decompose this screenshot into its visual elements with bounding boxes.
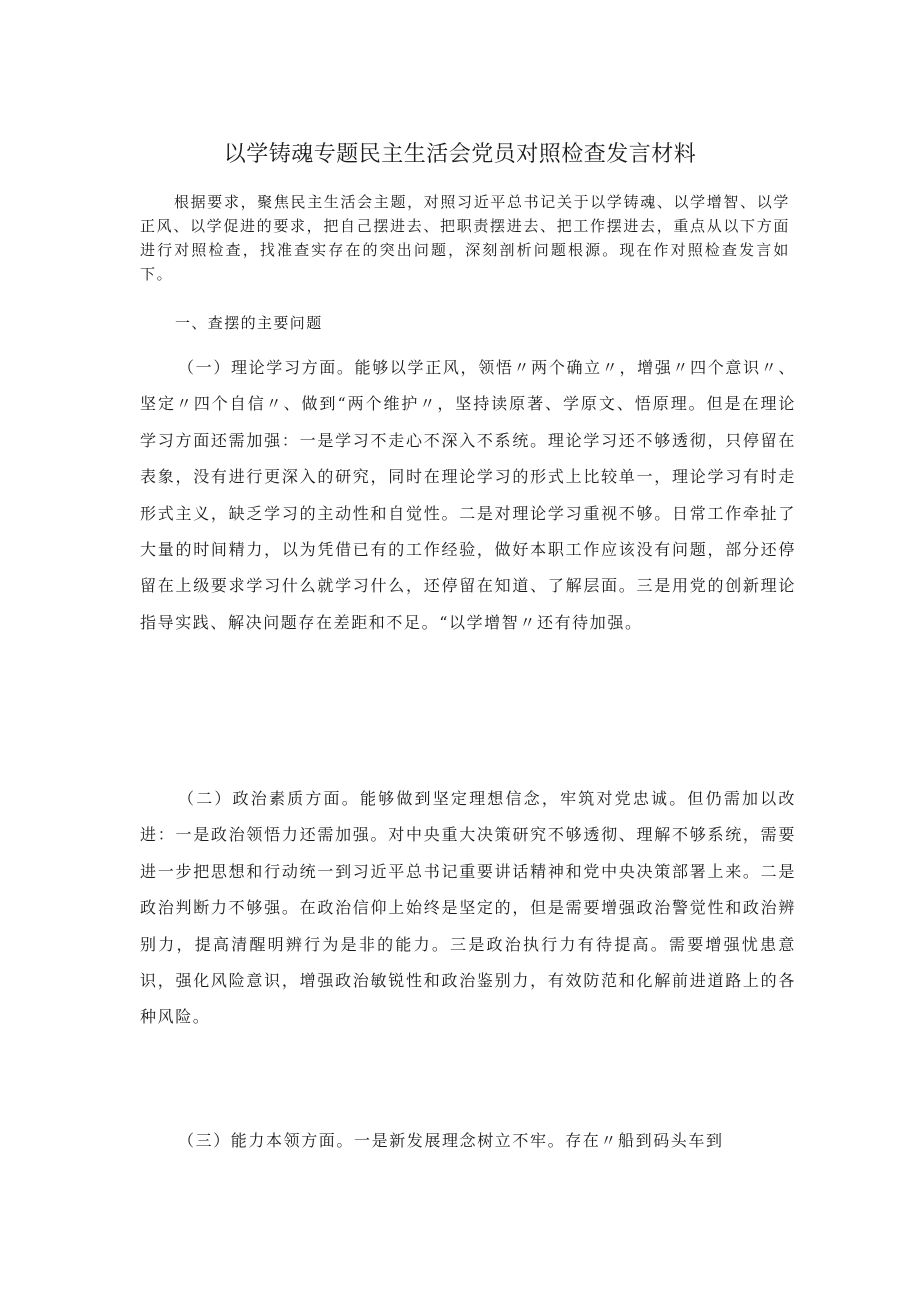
paragraph-political-quality: （二）政治素质方面。能够做到坚定理想信念，牢筑对党忠诚。但仍需加以改进：一是政治领悟力还需加强。对中央重大决策研究不够透彻、理解不够系统，需要进一步把思想和行动统一到习近平总书记重要讲话精神和党中央决策部署上来。二是政治判断力不够强。在政治信仰上始终是坚定的，但是需要增强政治警觉性和政治辨别力，提高清醒明辨行为是非的能力。三是政治执行力有待提高。需要增强忧患意识，强化风险意识，增强政治敏锐性和政治鉴别力，有效防范和化解前进道路上的各种风险。	[140, 789, 796, 1027]
document-title: 以学铸魂专题民主生活会党员对照检查发言材料	[223, 142, 697, 167]
intro-paragraph: 根据要求，聚焦民主生活会主题，对照习近平总书记关于以学铸魂、以学增智、以学正风、以学促进的要求，把自己摆进去、把职责摆进去、把工作摆进去，重点从以下方面进行对照检查，找准查实存在的突出问题，深刻剖析问题根源。现在作对照检查发言如下。	[140, 193, 790, 283]
section-heading-problems: 一、查摆的主要问题	[175, 314, 323, 332]
paragraph-theory-study: （一）理论学习方面。能够以学正风，领悟〃两个确立〃，增强〃四个意识〃、坚定〃四个自信〃、做到“两个维护〃，坚持读原著、学原文、悟原理。但是在理论学习方面还需加强：一是学习不走心不深入不系统。理论学习还不够透彻，只停留在表象，没有进行更深入的研究，同时在理论学习的形式上比较单一，理论学习有时走形式主义，缺乏学习的主动性和自觉性。二是对理论学习重视不够。日常工作牵扯了大量的时间精力，以为凭借已有的工作经验，做好本职工作应该没有问题，部分还停留在上级要求学习什么就学习什么，还停留在知道、了解层面。三是用党的创新理论指导实践、解决问题存在差距和不足。“以学增智〃还有待加强。	[140, 358, 796, 632]
paragraph-ability: （三）能力本领方面。一是新发展理念树立不牢。存在〃船到码头车到	[178, 1131, 724, 1150]
